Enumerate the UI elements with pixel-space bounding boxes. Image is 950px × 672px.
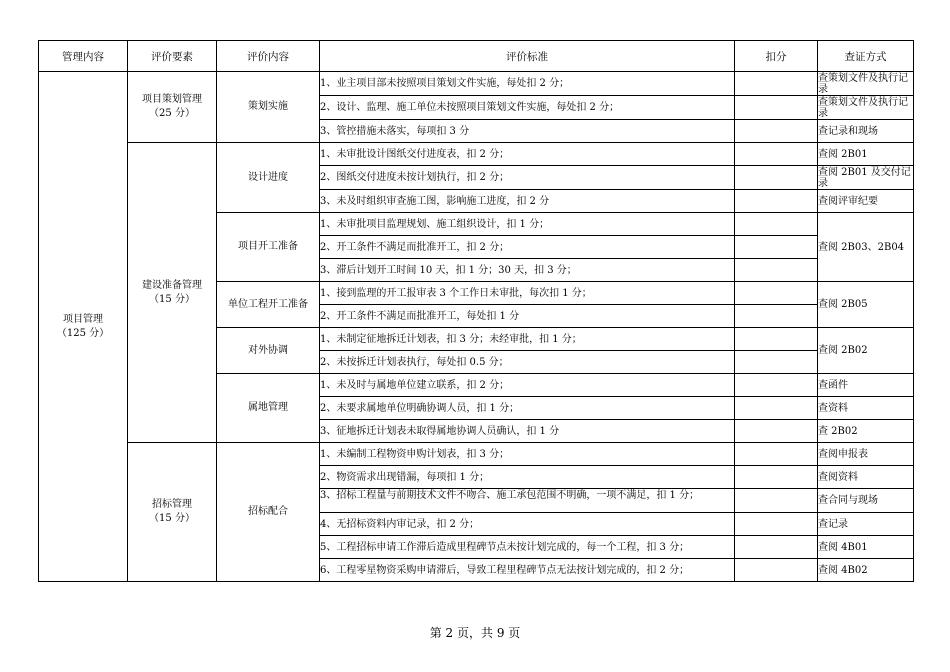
method-cell: 查阅 2B03、2B04 (818, 213, 914, 282)
content-cell: 对外协调 (217, 328, 320, 374)
standard-cell: 3、招标工程量与前期技术文件不吻合、施工承包范围不明确，一项不满足，扣 1 分； (320, 489, 735, 513)
method-cell: 查合同与现场 (818, 489, 914, 513)
standard-cell: 2、物资需求出现错漏，每项扣 1 分； (320, 466, 735, 489)
header-standard: 评价标准 (320, 41, 735, 72)
deduct-cell[interactable] (735, 143, 818, 166)
deduct-cell[interactable] (735, 305, 818, 328)
deduct-cell[interactable] (735, 466, 818, 489)
deduct-cell[interactable] (735, 72, 818, 96)
method-cell: 查阅 2B02 (818, 328, 914, 374)
element-score: （25 分） (149, 108, 195, 119)
header-mgmt: 管理内容 (39, 41, 128, 72)
standard-cell: 1、未编制工程物资申购计划表，扣 3 分； (320, 443, 735, 466)
element-title: 招标管理 (152, 499, 192, 510)
method-cell: 查记录 (818, 513, 914, 536)
deduct-cell[interactable] (735, 259, 818, 282)
standard-cell: 3、征地拆迁计划表未取得属地协调人员确认，扣 1 分 (320, 420, 735, 443)
header-method: 查证方式 (818, 41, 914, 72)
standard-cell: 2、未按拆迁计划表执行，每处扣 0.5 分； (320, 351, 735, 374)
evaluation-table (38, 40, 914, 582)
content-cell: 策划实施 (217, 72, 320, 143)
table-row (39, 443, 914, 466)
mgmt-cell (39, 72, 128, 582)
deduct-cell[interactable] (735, 536, 818, 559)
content-cell: 单位工程开工准备 (217, 282, 320, 328)
standard-cell: 1、业主项目部未按照项目策划文件实施，每处扣 2 分； (320, 72, 735, 96)
standard-cell: 4、无招标资料内审记录，扣 2 分； (320, 513, 735, 536)
header-deduct: 扣分 (735, 41, 818, 72)
page-footer: 第 2 页，共 9 页 (429, 626, 521, 640)
deduct-cell[interactable] (735, 374, 818, 397)
deduct-cell[interactable] (735, 236, 818, 259)
deduct-cell[interactable] (735, 282, 818, 305)
element-cell (128, 443, 217, 582)
deduct-cell[interactable] (735, 96, 818, 120)
deduct-cell[interactable] (735, 559, 818, 582)
content-cell: 招标配合 (217, 443, 320, 582)
method-cell: 查阅 4B02 (818, 559, 914, 582)
header-element: 评价要素 (128, 41, 217, 72)
deduct-cell[interactable] (735, 190, 818, 213)
standard-cell: 2、开工条件不满足而批准开工，每处扣 1 分 (320, 305, 735, 328)
deduct-cell[interactable] (735, 420, 818, 443)
method-cell: 查阅 4B01 (818, 536, 914, 559)
standard-cell: 3、未及时组织审查施工图，影响施工进度，扣 2 分 (320, 190, 735, 213)
element-cell (128, 72, 217, 143)
content-cell: 设计进度 (217, 143, 320, 213)
standard-cell: 5、工程招标申请工作滞后造成里程碑节点未按计划完成的，每一个工程，扣 3 分； (320, 536, 735, 559)
standard-cell: 3、管控措施未落实，每项扣 3 分 (320, 120, 735, 143)
standard-cell: 2、开工条件不满足而批准开工，扣 2 分； (320, 236, 735, 259)
method-cell: 查阅资料 (818, 466, 914, 489)
standard-cell: 2、设计、监理、施工单位未按照项目策划文件实施，每处扣 2 分； (320, 96, 735, 120)
deduct-cell[interactable] (735, 513, 818, 536)
method-cell: 查阅 2B05 (818, 282, 914, 328)
deduct-cell[interactable] (735, 328, 818, 351)
standard-cell: 1、未审批设计图纸交付进度表，扣 2 分； (320, 143, 735, 166)
method-cell: 查策划文件及执行记录 (818, 96, 914, 120)
method-cell: 查阅 2B01 及交付记录 (818, 166, 914, 190)
table-row (39, 143, 914, 166)
method-cell: 查阅评审纪要 (818, 190, 914, 213)
standard-cell: 1、未及时与属地单位建立联系，扣 2 分； (320, 374, 735, 397)
method-cell: 查 2B02 (818, 420, 914, 443)
method-cell: 查阅申报表 (818, 443, 914, 466)
method-cell: 查策划文件及执行记录 (818, 72, 914, 96)
header-content: 评价内容 (217, 41, 320, 72)
element-score: （15 分） (149, 293, 195, 305)
element-score: （15 分） (149, 513, 195, 524)
method-cell: 查阅 2B01 (818, 143, 914, 166)
standard-cell: 2、未要求属地单位明确协调人员，扣 1 分； (320, 397, 735, 420)
mgmt-title: 项目管理 (63, 313, 103, 325)
content-cell: 属地管理 (217, 374, 320, 443)
deduct-cell[interactable] (735, 166, 818, 190)
mgmt-score: （125 分） (56, 327, 110, 339)
element-cell (128, 143, 217, 443)
element-title: 建设准备管理 (142, 279, 202, 291)
method-cell: 查函件 (818, 374, 914, 397)
standard-cell: 2、图纸交付进度未按计划执行，扣 2 分； (320, 166, 735, 190)
deduct-cell[interactable] (735, 351, 818, 374)
table-row (39, 72, 914, 96)
standard-cell: 1、接到监理的开工报审表 3 个工作日未审批，每次扣 1 分； (320, 282, 735, 305)
content-cell: 项目开工准备 (217, 213, 320, 282)
standard-cell: 3、滞后计划开工时间 10 天，扣 1 分；30 天，扣 3 分； (320, 259, 735, 282)
deduct-cell[interactable] (735, 443, 818, 466)
standard-cell: 6、工程零星物资采购申请滞后，导致工程里程碑节点无法按计划完成的，扣 2 分； (320, 559, 735, 582)
header-row (39, 41, 914, 72)
standard-cell: 1、未制定征地拆迁计划表，扣 3 分；未经审批，扣 1 分； (320, 328, 735, 351)
deduct-cell[interactable] (735, 120, 818, 143)
deduct-cell[interactable] (735, 397, 818, 420)
standard-cell: 1、未审批项目监理规划、施工组织设计，扣 1 分； (320, 213, 735, 236)
deduct-cell[interactable] (735, 213, 818, 236)
method-cell: 查记录和现场 (818, 120, 914, 143)
deduct-cell[interactable] (735, 489, 818, 513)
method-cell: 查资料 (818, 397, 914, 420)
element-title: 项目策划管理 (142, 94, 202, 105)
